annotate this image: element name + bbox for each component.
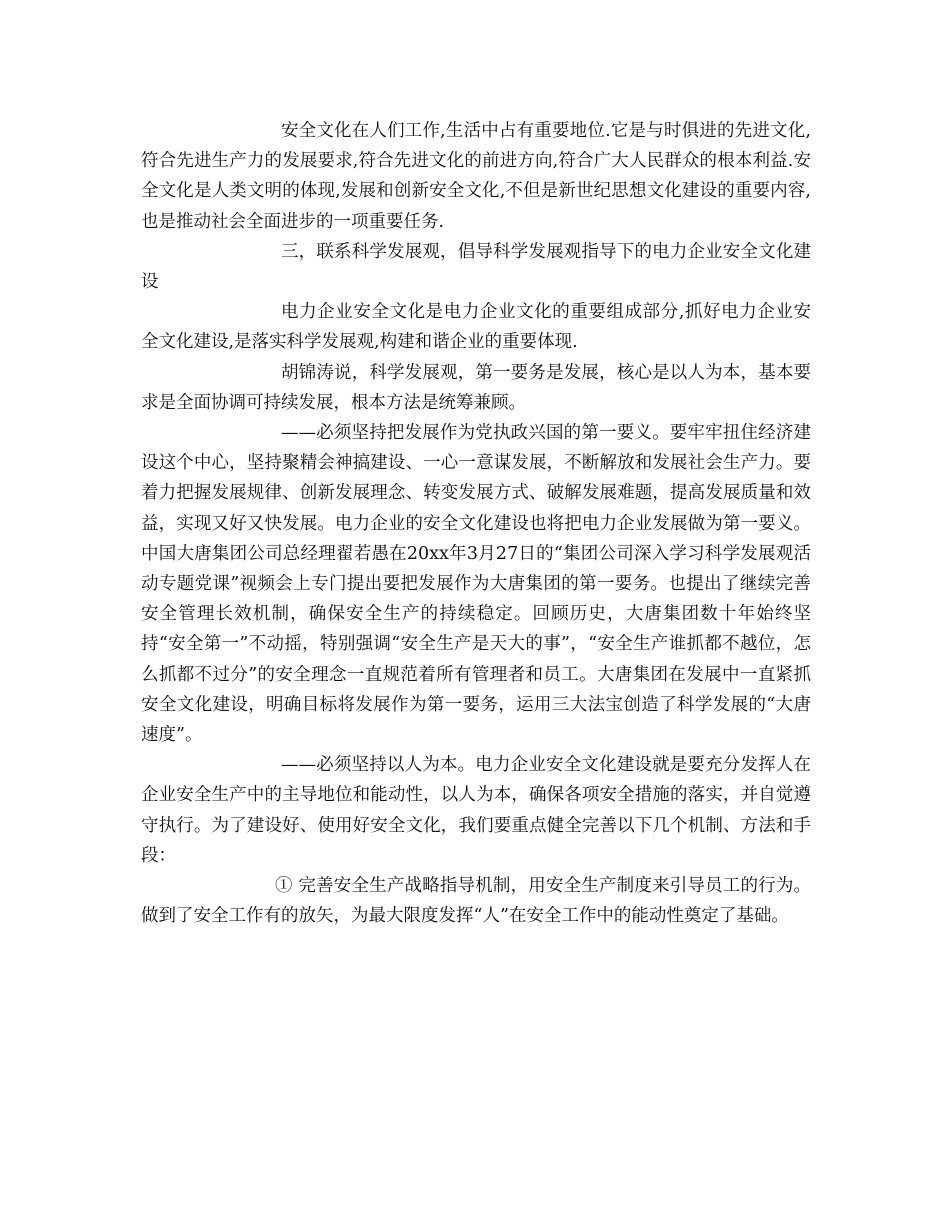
paragraph-scientific-development-view: 胡锦涛说，科学发展观，第一要务是发展，核心是以人为本，基本要求是全面协调可持续发展，根本方法是统筹兼顾。: [141, 362, 811, 413]
paragraph-numbered-item-1: ① 完善安全生产战略指导机制，用安全生产制度来引导员工的行为。做到了安全工作有的放矢，为最大限度发挥“人”在安全工作中的能动性奠定了基础。: [141, 876, 811, 927]
section-heading-three: 三，联系科学发展观，倡导科学发展观指导下的电力企业安全文化建设: [141, 241, 811, 293]
paragraph-power-enterprise-culture: 电力企业安全文化是电力企业文化的重要组成部分,抓好电力企业安全文化建设,是落实科学发展观,构建和谐企业的重要体现.: [141, 302, 811, 353]
paragraph-people-oriented: ——必须坚持以人为本。电力企业安全文化建设就是要充分发挥人在企业安全生产中的主导地位和能动性，以人为本，确保各项安全措施的落实，并自觉遵守执行。为了建设好、使用好安全文化，我们要重点健全完善以下几个机制、方法和手段：: [141, 755, 811, 866]
paragraph-safety-culture-importance: 安全文化在人们工作,生活中占有重要地位.它是与时俱进的先进文化,符合先进生产力的发展要求,符合先进文化的前进方向,符合广大人民群众的根本利益.安全文化是人类文明的体现,发展和创新安全文化,不但是新世纪思想文化建设的重要内容,也是推动社会全面进步的一项重要任务.: [141, 121, 811, 232]
paragraph-development-first-priority: ——必须坚持把发展作为党执政兴国的第一要义。要牢牢扭住经济建设这个中心，坚持聚精会神搞建设、一心一意谋发展，不断解放和发展社会生产力。要着力把握发展规律、创新发展理念、转变发展方式、破解发展难题，提高发展质量和效益，实现又好又快发展。电力企业的安全文化建设也将把电力企业发展做为第一要义。中国大唐集团公司总经理翟若愚在20xx年3月27日的“集团公司深入学习科学发展观活动专题党课”视频会上专门提出要把发展作为大唐集团的第一要务。也提出了继续完善安全管理长效机制，确保安全生产的持续稳定。回顾历史，大唐集团数十年始终坚持“安全第一”不动摇，特别强调“安全生产是天大的事”，“安全生产谁抓都不越位，怎么抓都不过分”的安全理念一直规范着所有管理者和员工。大唐集团在发展中一直紧抓安全文化建设，明确目标将发展作为第一要务，运用三大法宝创造了科学发展的“大唐速度”。: [141, 423, 811, 746]
document-page: [141, 116, 811, 931]
